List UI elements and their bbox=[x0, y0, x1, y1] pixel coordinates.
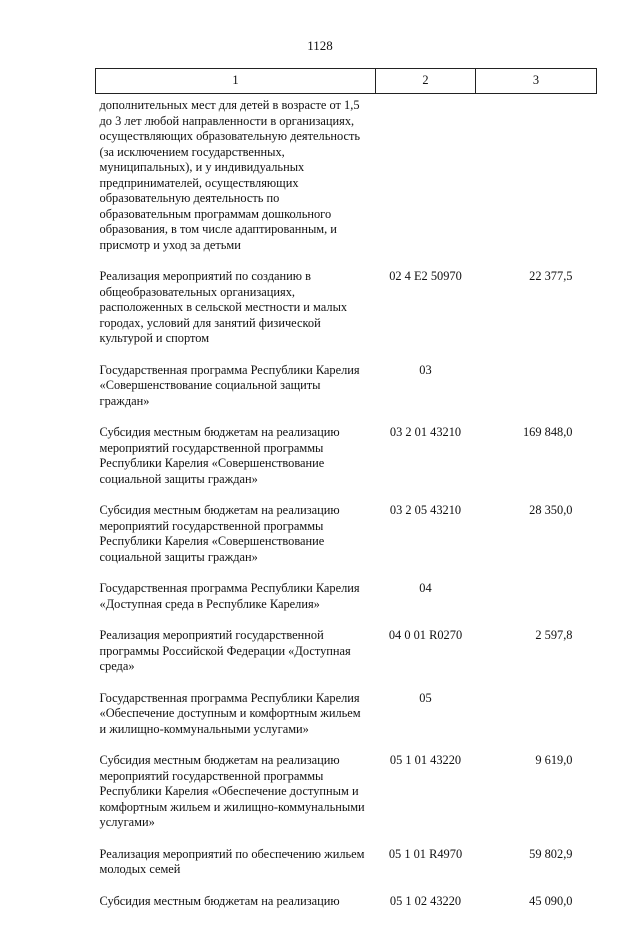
row-amount: 59 802,9 bbox=[476, 847, 597, 894]
page-number: 1128 bbox=[0, 38, 640, 54]
row-code: 05 bbox=[376, 691, 476, 754]
row-code: 04 bbox=[376, 581, 476, 628]
table-row bbox=[96, 425, 597, 503]
table-row bbox=[96, 628, 597, 691]
row-code: 02 4 E2 50970 bbox=[376, 269, 476, 363]
row-name: Субсидия местным бюджетам на реализацию мероприятий государственной программы Республики Карелия «Обеспечение доступным и комфортным жильем и жилищно-коммунальными услугами» bbox=[96, 753, 376, 847]
row-code: 05 1 01 43220 bbox=[376, 753, 476, 847]
table-row bbox=[96, 581, 597, 628]
row-amount: 28 350,0 bbox=[476, 503, 597, 581]
row-name: Государственная программа Республики Карелия «Доступная среда в Республике Карелия» bbox=[96, 581, 376, 628]
row-code: 03 bbox=[376, 363, 476, 426]
budget-table bbox=[95, 68, 597, 925]
row-name: Реализация мероприятий государственной программы Российской Федерации «Доступная среда» bbox=[96, 628, 376, 691]
row-name: Реализация мероприятий по обеспечению жильем молодых семей bbox=[96, 847, 376, 894]
row-name: Государственная программа Республики Карелия «Совершенствование социальной защиты граждан» bbox=[96, 363, 376, 426]
row-code: 03 2 05 43210 bbox=[376, 503, 476, 581]
table-header-row bbox=[96, 69, 597, 94]
column-header-1: 1 bbox=[96, 69, 376, 94]
row-name: Субсидия местным бюджетам на реализацию bbox=[96, 894, 376, 925]
table-row bbox=[96, 94, 597, 270]
row-name: дополнительных мест для детей в возрасте от 1,5 до 3 лет любой направленности в организациях, осуществляющих образовательную деятельность (за исключением государственных, муниципальных), и у индивидуальных предпринимателей, осуществляющих образовательную деятельность по образовательным программам дошкольного образования, в том числе адаптированным, и присмотр и уход за детьми bbox=[96, 94, 376, 270]
row-code: 04 0 01 R0270 bbox=[376, 628, 476, 691]
row-name: Государственная программа Республики Карелия «Обеспечение доступным и комфортным жильем и жилищно-коммунальными услугами» bbox=[96, 691, 376, 754]
row-amount bbox=[476, 363, 597, 426]
column-header-3: 3 bbox=[476, 69, 597, 94]
table-row bbox=[96, 503, 597, 581]
table-row bbox=[96, 847, 597, 894]
row-code bbox=[376, 94, 476, 270]
row-amount: 45 090,0 bbox=[476, 894, 597, 925]
row-amount bbox=[476, 581, 597, 628]
row-code: 05 1 01 R4970 bbox=[376, 847, 476, 894]
row-amount bbox=[476, 94, 597, 270]
row-name: Реализация мероприятий по созданию в общеобразовательных организациях, расположенных в сельской местности и малых городах, условий для занятий физической культурой и спортом bbox=[96, 269, 376, 363]
column-header-2: 2 bbox=[376, 69, 476, 94]
row-amount bbox=[476, 691, 597, 754]
row-amount: 169 848,0 bbox=[476, 425, 597, 503]
row-amount: 9 619,0 bbox=[476, 753, 597, 847]
row-code: 05 1 02 43220 bbox=[376, 894, 476, 925]
row-amount: 2 597,8 bbox=[476, 628, 597, 691]
row-code: 03 2 01 43210 bbox=[376, 425, 476, 503]
row-amount: 22 377,5 bbox=[476, 269, 597, 363]
table-row bbox=[96, 894, 597, 925]
table-row bbox=[96, 691, 597, 754]
row-name: Субсидия местным бюджетам на реализацию мероприятий государственной программы Республики Карелия «Совершенствование социальной защиты граждан» bbox=[96, 503, 376, 581]
table-row bbox=[96, 363, 597, 426]
table-row bbox=[96, 753, 597, 847]
row-name: Субсидия местным бюджетам на реализацию мероприятий государственной программы Республики Карелия «Совершенствование социальной защиты граждан» bbox=[96, 425, 376, 503]
table-row bbox=[96, 269, 597, 363]
